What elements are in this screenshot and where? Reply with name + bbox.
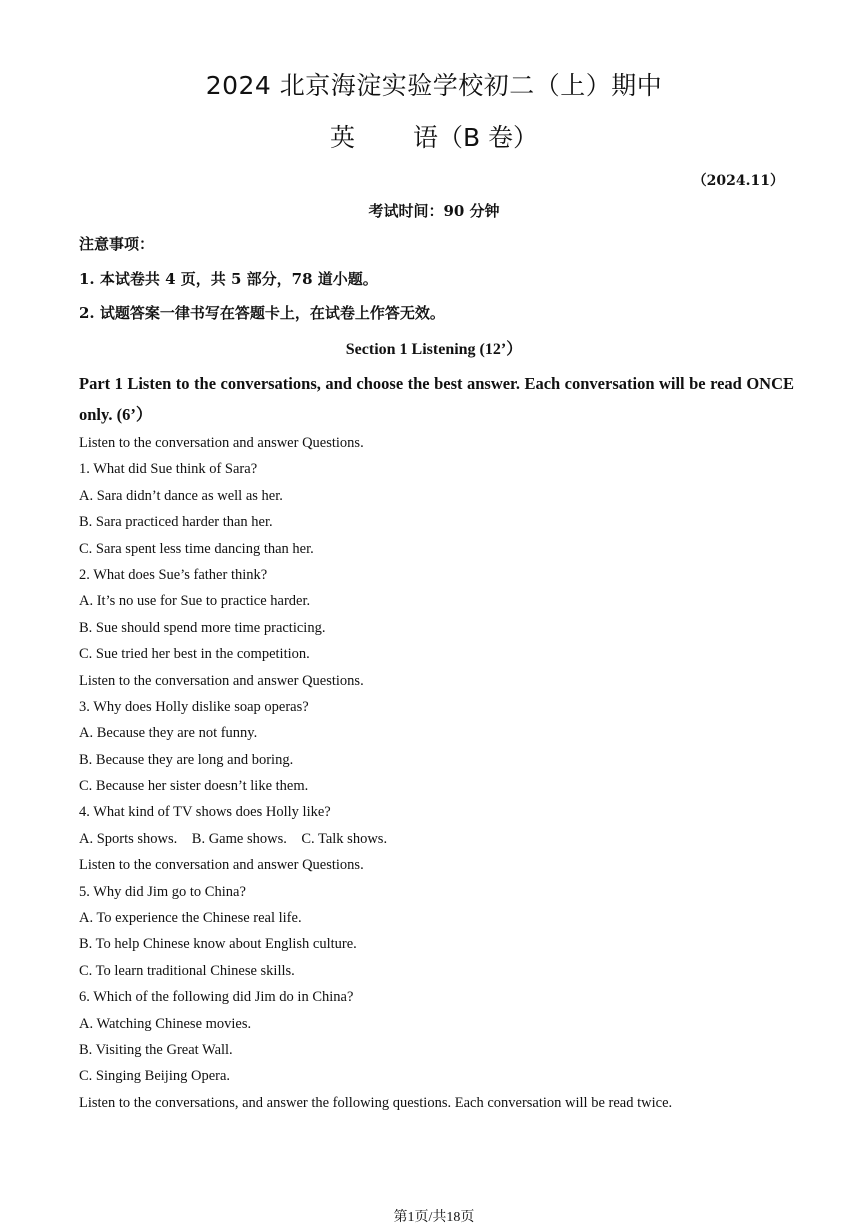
question-line: Listen to the conversation and answer Questions. <box>79 857 364 874</box>
part-heading: Part 1 Listen to the conversations, and choose the best answer. Each conversation will be read ONCE only. (6’） <box>79 374 794 424</box>
question-line: C. Because her sister doesn’t like them. <box>79 778 309 795</box>
question-line: 4. What kind of TV shows does Holly like? <box>79 804 331 821</box>
question-line: B. Sue should spend more time practicing. <box>79 619 326 636</box>
question-line: C. To learn traditional Chinese skills. <box>79 962 295 979</box>
instructions <box>79 233 445 337</box>
page-number: 第1页/共18页 <box>393 1210 475 1225</box>
question-line: B. Sara practiced harder than her. <box>79 514 273 531</box>
question-line: A. To experience the Chinese real life. <box>79 910 302 927</box>
question-line: 2. What does Sue’s father think? <box>79 566 268 583</box>
question-line: 1. What did Sue think of Sara? <box>79 461 258 478</box>
question-line: A. Sara didn’t dance as well as her. <box>79 487 283 504</box>
question-line: A. Watching Chinese movies. <box>79 1015 252 1032</box>
question-line: B. Because they are long and boring. <box>79 751 294 768</box>
question-line: B. Visiting the Great Wall. <box>79 1041 233 1058</box>
subject-title-left: 英 <box>329 123 355 152</box>
instructions-heading: 注意事项： <box>79 235 155 253</box>
question-line: A. Because they are not funny. <box>79 725 258 742</box>
question-line: Listen to the conversation and answer Questions. <box>79 435 364 451</box>
question-line: Listen to the conversations, and answer the following questions. Each conversation will be read twice. <box>79 1094 673 1111</box>
exam-title: 2024 北京海淀实验学校初二（上）期中 <box>205 71 663 100</box>
question-line: B. To help Chinese know about English culture. <box>79 936 357 953</box>
question-list <box>79 430 672 1116</box>
question-line: A. Sports shows. B. Game shows. C. Talk shows. <box>79 830 388 847</box>
question-line: C. Sue tried her best in the competition. <box>79 646 310 663</box>
instruction-item: 1. 本试卷共 4 页，共 5 部分，78 道小题。 <box>79 269 378 288</box>
subject-title <box>0 118 868 154</box>
exam-duration: 考试时间：90 分钟 <box>368 202 500 220</box>
section-heading: Section 1 Listening (12’） <box>345 341 523 358</box>
exam-date: （2024.11） <box>692 173 784 189</box>
instruction-item: 2. 试题答案一律书写在答题卡上，在试卷上作答无效。 <box>79 304 445 322</box>
question-line: 3. Why does Holly dislike soap operas? <box>79 698 309 715</box>
question-line: A. It’s no use for Sue to practice harder. <box>79 593 311 610</box>
question-line: Listen to the conversation and answer Questions. <box>79 672 364 689</box>
question-line: 6. Which of the following did Jim do in China? <box>79 989 354 1006</box>
question-line: C. Sara spent less time dancing than her. <box>79 540 314 557</box>
subject-title-right: 语（B 卷） <box>412 123 539 152</box>
question-line: C. Singing Beijing Opera. <box>79 1068 231 1085</box>
question-line: 5. Why did Jim go to China? <box>79 883 246 900</box>
